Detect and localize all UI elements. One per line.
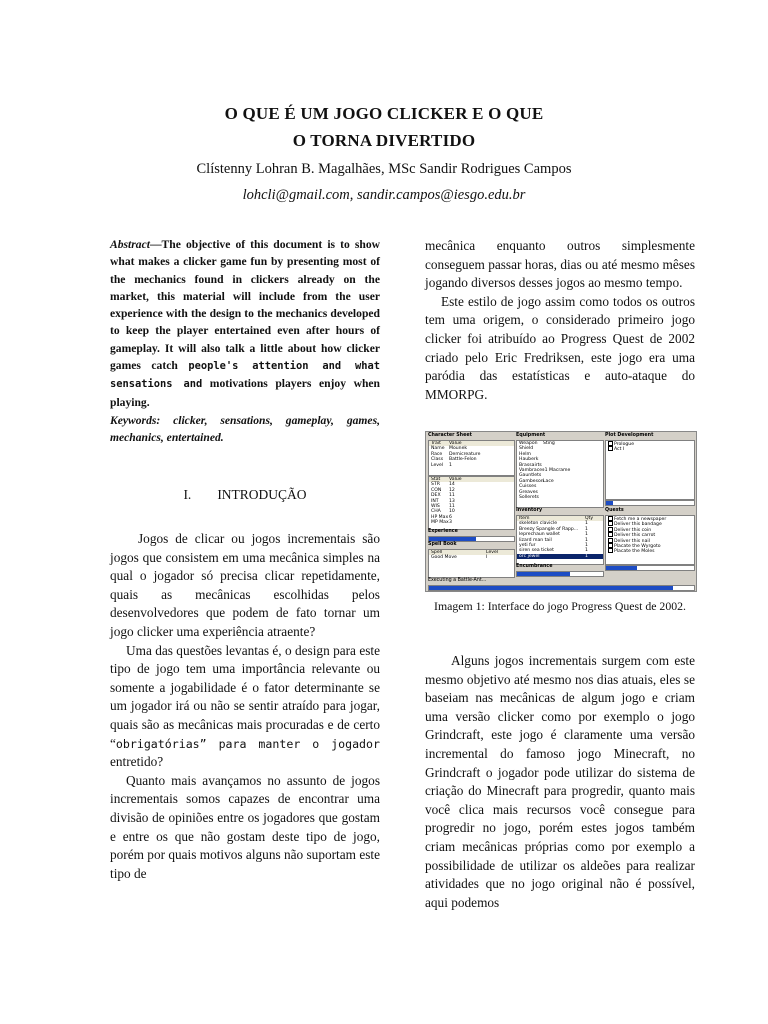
equipment-key: Weapon bbox=[519, 441, 538, 446]
abstract-dash: — bbox=[149, 238, 162, 251]
left-paragraph-2-a: Uma das questões levantas é, o design para este tipo de jogo tem uma importância relevante ou somente a jogabilidade é o fator determinante se um jogador irá ou não se sentir atraído para jogar, quais são as mecânicas mais procuradas e de certo “ bbox=[110, 642, 380, 751]
equipment-key: Helm bbox=[519, 451, 532, 457]
encumbrance-bar-fill bbox=[517, 572, 570, 576]
plot-label: Act I bbox=[614, 447, 625, 453]
equipment-key: Greaves bbox=[519, 489, 538, 495]
left-paragraph-2-b: entretido? bbox=[110, 754, 164, 770]
keywords: Keywords: clicker, sensations, gameplay, games, mechanics, entertained. bbox=[110, 414, 380, 445]
trait-value: 1 bbox=[449, 462, 452, 468]
inventory-value: 1 bbox=[585, 553, 588, 559]
stat-value: 13 bbox=[449, 498, 455, 504]
spell-head-spell: Spell bbox=[431, 550, 443, 555]
plot-title: Plot Development bbox=[605, 433, 654, 438]
inventory-value: 1 bbox=[585, 548, 588, 554]
traits-head-value: Value bbox=[449, 441, 462, 446]
equipment-row[interactable] bbox=[517, 495, 603, 500]
abstract-label: Abstract bbox=[110, 238, 150, 251]
stat-key: WIS bbox=[431, 503, 440, 509]
plot-label: Prologue bbox=[614, 442, 635, 447]
spell-head-level: Level bbox=[486, 550, 499, 555]
equipment-title: Equipment bbox=[516, 433, 546, 438]
inventory-key: yeti fur bbox=[519, 542, 536, 548]
abstract bbox=[110, 236, 380, 411]
equipment-key: Cuisses bbox=[519, 484, 537, 490]
plot-bar bbox=[605, 500, 695, 506]
figure-caption: Imagem 1: Interface do jogo Progress Quest de 2002. bbox=[434, 599, 686, 613]
traits-table bbox=[428, 440, 515, 476]
spell-book-title: Spell Book bbox=[428, 542, 457, 547]
right-column-body-2 bbox=[425, 652, 695, 912]
plot-list bbox=[605, 440, 695, 500]
inventory-head-item: Item bbox=[519, 516, 530, 521]
inventory-key: lizard man tail bbox=[519, 537, 552, 543]
inventory-key: Breezy Spangle of Rapp... bbox=[519, 526, 579, 532]
right-paragraph-2: Este estilo de jogo assim como todos os outros tem uma origem, o considerado primeiro jogo clicker foi atribuído ao Progress Quest de 2002 criado pelo Eric Fredriksen, este jogo era uma paródia das estatísticas e auto-ataque do MMORPG. bbox=[425, 293, 695, 402]
quests-list bbox=[605, 515, 695, 565]
left-column-body bbox=[110, 530, 380, 883]
status-text: Executing a Battle-Ant... bbox=[428, 578, 487, 583]
inventory-value: 1 bbox=[585, 532, 588, 538]
quest-label: Placate the Moles bbox=[614, 549, 655, 555]
spell-row[interactable] bbox=[429, 555, 514, 560]
equipment-key: Gauntlets bbox=[519, 473, 542, 479]
quests-bar bbox=[605, 565, 695, 571]
stats-head-stat: Stat bbox=[431, 477, 441, 482]
left-paragraph-3: Quanto mais avançamos no assunto de jogos incrementais somos capazes de encontrar uma divisão de opiniões entre os jogadores que gostam e entre os que não gostam deste tipo de jogo, porém por quais motivos alguns não suportam este tipo de bbox=[110, 772, 380, 881]
stat-value: 11 bbox=[449, 503, 455, 509]
stat-key: DEX bbox=[431, 493, 441, 499]
inventory-key: siren sea ticket bbox=[519, 548, 554, 554]
stats-head-value: Value bbox=[449, 477, 462, 482]
stat-value: 12 bbox=[449, 487, 455, 493]
stat-value: 10 bbox=[449, 509, 455, 515]
equipment-key: Hauberk bbox=[519, 457, 539, 463]
stat-row[interactable] bbox=[429, 520, 514, 525]
inventory-value: 1 bbox=[585, 526, 588, 532]
quest-label: Placate the Wyrgoto bbox=[614, 543, 661, 549]
equipment-value: Lace bbox=[543, 478, 554, 484]
abstract-text-mono: people's attention and what sensations and bbox=[110, 360, 381, 391]
stat-key: CON bbox=[431, 487, 442, 493]
plot-item[interactable] bbox=[606, 446, 694, 451]
paper-title-line1: O QUE É UM JOGO CLICKER E O QUE bbox=[224, 104, 544, 123]
character-sheet-title: Character Sheet bbox=[428, 433, 472, 438]
left-paragraph-1: Jogos de clicar ou jogos incrementais são jogos que consistem em uma mecânica simples na qual o jogador só precisa clicar repetidamente, quais as mecânicas escolhidas pelos desenvolvedores que podem de fato tornar um jogo clicker uma experiência atraente? bbox=[110, 531, 380, 639]
plot-bar-fill bbox=[606, 501, 613, 505]
authors: Clístenny Lohran B. Magalhães, MSc Sandir Rodrigues Campos bbox=[196, 161, 572, 177]
equipment-table bbox=[516, 440, 604, 508]
stat-key: HP Max bbox=[431, 514, 449, 520]
spell-name: Good Move bbox=[431, 555, 457, 561]
checkbox-icon[interactable] bbox=[608, 543, 613, 548]
equipment-key: Sollerets bbox=[519, 494, 539, 500]
quest-item[interactable] bbox=[606, 548, 694, 553]
checkbox-icon[interactable] bbox=[608, 538, 613, 543]
quests-bar-fill bbox=[606, 566, 637, 570]
inventory-value: 1 bbox=[585, 542, 588, 548]
stat-value: 14 bbox=[449, 482, 455, 488]
inventory-key: orc jewel bbox=[519, 553, 540, 559]
right-paragraph-3: Alguns jogos incrementais surgem com este mesmo objetivo até mesmo nos dias atuais, eles se baseiam nas mecânicas de algum jogo e criam uma versão clicker como por exemplo o jogo Grindcraft, este jogo é claramente uma versão incremental do famoso jogo Minecraft, no Grindcraft o jogador pode utilizar do sistema de criação do Minecraft para progredir, quanto mais você clica mais recursos você consegue para progredir no jogo, porém estes jogos também criam mecânicas próprias como por exemplo a possibilidade de utilizar os aldeões para realizar atividades que no jogo original não é possível, aqui podemos bbox=[425, 653, 695, 910]
encumbrance-label: Encumbrance bbox=[516, 564, 553, 569]
trait-row[interactable] bbox=[429, 463, 514, 468]
checkbox-icon[interactable] bbox=[608, 446, 613, 451]
section-number: I. bbox=[183, 487, 192, 502]
quest-label: Deliver this nail bbox=[614, 538, 650, 544]
inventory-key: skeleton clavicle bbox=[519, 521, 558, 527]
quest-label: Deliver this bandage bbox=[614, 522, 662, 528]
inventory-title: Inventory bbox=[516, 508, 543, 513]
abstract-text-a: The objective of this document is to show what makes a clicker game fun by presenting most of the mechanics found in clickers already on the market, this material will include from the user experience with the design to the mechanics developed to keep the player entertained even after hours of gameplay. It will also talk a little about how clicker games catch bbox=[110, 238, 380, 373]
checkbox-icon[interactable] bbox=[608, 527, 613, 532]
stat-key: STR bbox=[431, 482, 440, 488]
inventory-table bbox=[516, 515, 604, 565]
checkbox-icon[interactable] bbox=[608, 532, 613, 537]
equipment-key: Gambeson bbox=[519, 478, 544, 484]
checkbox-icon[interactable] bbox=[608, 521, 613, 526]
section-heading bbox=[110, 487, 380, 503]
status-bar bbox=[428, 585, 695, 591]
progress-quest-screenshot bbox=[425, 431, 697, 592]
quest-label: Fetch me a newspaper bbox=[614, 517, 667, 522]
stat-value: 3 bbox=[449, 520, 452, 526]
trait-key: Race bbox=[431, 451, 443, 457]
inventory-value: 1 bbox=[585, 521, 588, 527]
trait-key: Class bbox=[431, 457, 444, 463]
spell-level: I bbox=[486, 555, 488, 561]
checkbox-icon[interactable] bbox=[608, 548, 613, 553]
quest-label: Deliver this coin bbox=[614, 527, 652, 533]
left-paragraph-2-mono: obrigatórias” para manter o jogador bbox=[115, 736, 380, 751]
stat-key: CHA bbox=[431, 509, 441, 515]
quest-label: Deliver this carrot bbox=[614, 533, 656, 539]
quests-title: Quests bbox=[605, 508, 624, 513]
inventory-value: 1 bbox=[585, 537, 588, 543]
stats-table bbox=[428, 476, 515, 530]
abstract-text-b: motivations players enjoy when playing. bbox=[110, 377, 380, 409]
inventory-head-qty: Qty bbox=[585, 516, 594, 521]
equipment-value: -1 Macrame bbox=[543, 467, 571, 473]
stat-value: 11 bbox=[449, 493, 455, 499]
trait-key: Level bbox=[431, 462, 444, 468]
trait-key: Name bbox=[431, 446, 445, 452]
left-paragraph-2 bbox=[110, 642, 380, 772]
stat-value: 6 bbox=[449, 514, 452, 520]
checkbox-icon[interactable] bbox=[608, 516, 613, 521]
trait-value: Demicreature bbox=[449, 451, 481, 457]
status-bar-fill bbox=[429, 586, 673, 590]
traits-head-trait: Trait bbox=[431, 441, 441, 446]
right-column-body bbox=[425, 237, 695, 404]
equipment-key: Vambraces bbox=[519, 467, 545, 473]
stat-key: INT bbox=[431, 498, 439, 504]
equipment-key: Shield bbox=[519, 446, 534, 452]
section-title: INTRODUÇÃO bbox=[217, 487, 307, 502]
stat-key: MP Max bbox=[431, 520, 449, 526]
trait-value: Mounek bbox=[449, 446, 468, 452]
author-emails: lohcli@gmail.com, sandir.campos@iesgo.edu.br bbox=[242, 187, 526, 203]
equipment-key: Brassairts bbox=[519, 462, 542, 468]
experience-label: Experience bbox=[428, 529, 458, 534]
right-paragraph-1: mecânica enquanto outros simplesmente conseguem passar horas, dias ou até mesmo mêses jogando diversos desses jogos ao mesmo tempo. bbox=[425, 238, 695, 291]
inventory-row[interactable] bbox=[517, 554, 603, 559]
spell-book-table bbox=[428, 549, 515, 578]
checkbox-icon[interactable] bbox=[608, 441, 613, 446]
encumbrance-bar bbox=[516, 571, 604, 577]
trait-value: Battle-Felon bbox=[449, 457, 477, 463]
inventory-key: leprechaun wallet bbox=[519, 532, 560, 538]
equipment-value: Sting bbox=[543, 441, 555, 446]
experience-bar-fill bbox=[429, 537, 476, 541]
paper-title-line2: O TORNA DIVERTIDO bbox=[292, 131, 476, 150]
